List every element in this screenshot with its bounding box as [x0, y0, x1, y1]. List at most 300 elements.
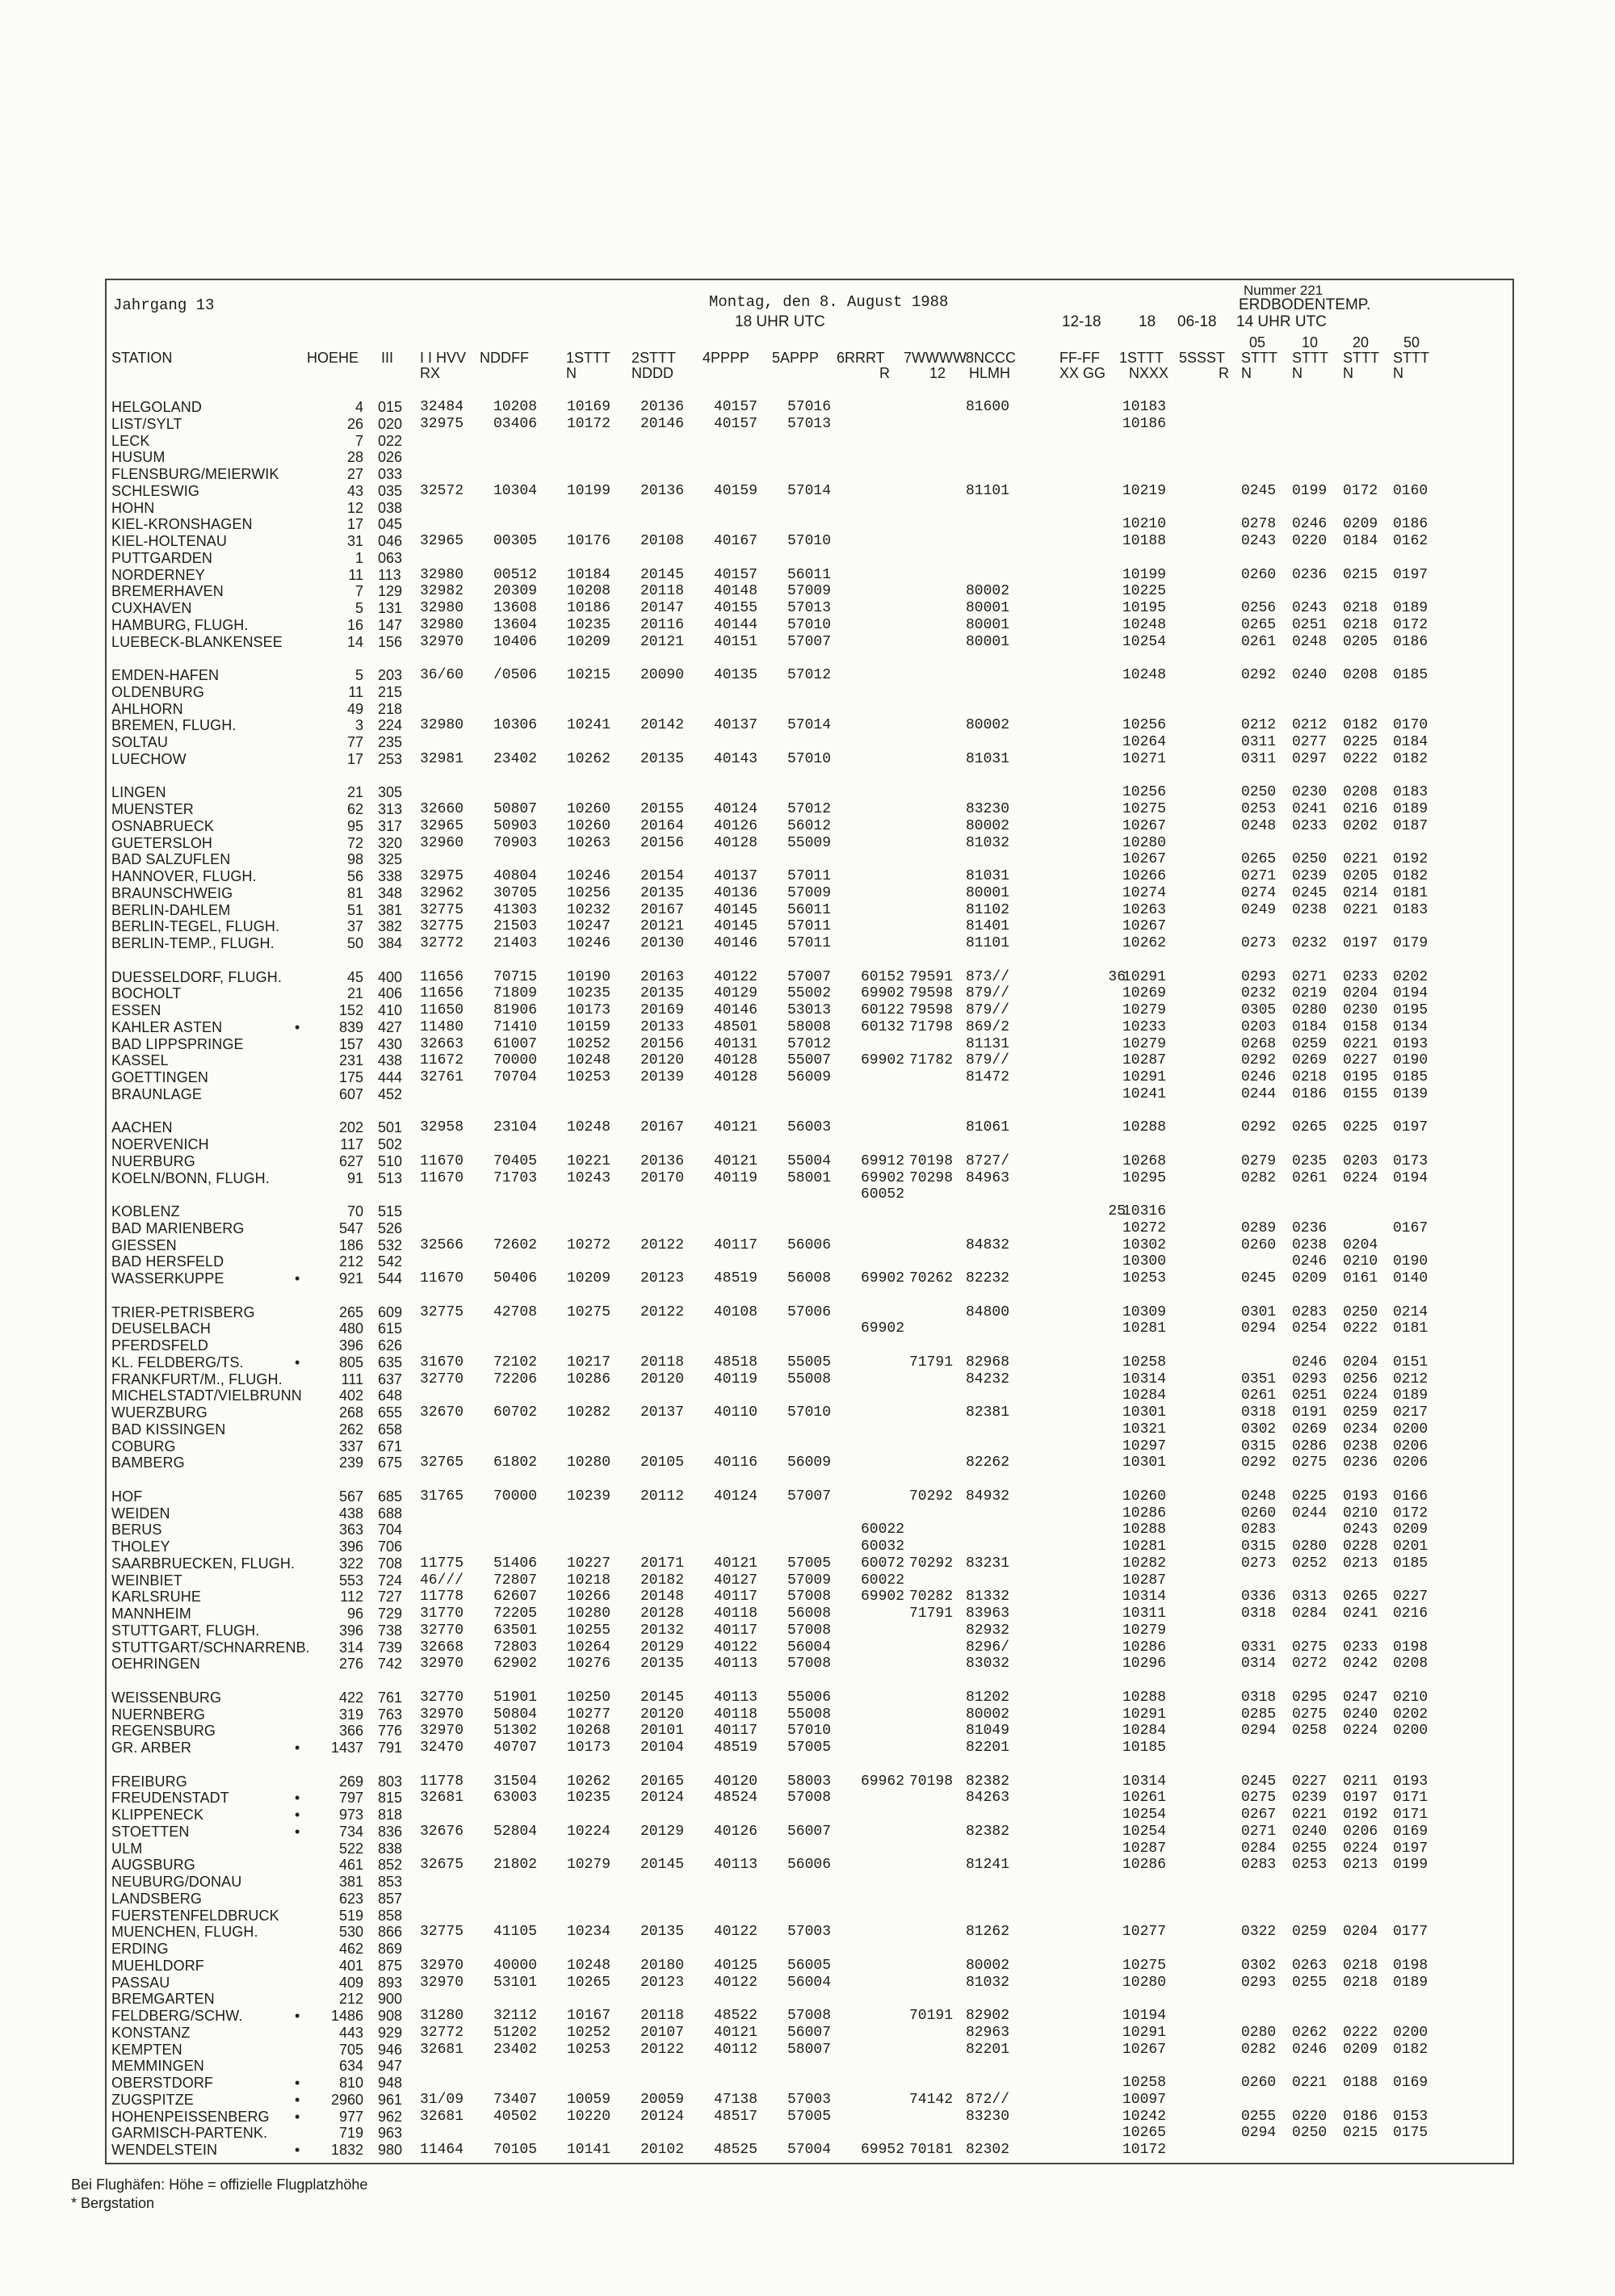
table-row [0, 1119, 1615, 1136]
obs-group-6: 58007 [787, 2041, 832, 2058]
obs-group-6: 56005 [787, 1957, 832, 1974]
table-row [0, 483, 1615, 500]
station-number: 317 [378, 817, 403, 834]
col-n-1sttt: 1STTT [1119, 350, 1164, 366]
station-height: 157 [338, 1035, 363, 1052]
station-name: NUERBURG [111, 1152, 195, 1169]
soil-temp-4: 0186 [1393, 516, 1428, 533]
soil-temp-4: 0140 [1393, 1270, 1428, 1287]
soil-temp-4: 0190 [1393, 1052, 1428, 1069]
soil-temp-2: 0259 [1292, 1924, 1328, 1941]
station-name: BRAUNSCHWEIG [111, 884, 233, 901]
obs-group-2: 50903 [493, 817, 538, 834]
station-name: MUENSTER [111, 801, 194, 817]
max-temp-group: 10301 [1122, 1404, 1167, 1421]
soil-temp-3: 0238 [1343, 1438, 1378, 1454]
obs-group-9: 81472 [966, 1069, 1010, 1085]
soil-temp-4: 0166 [1393, 1488, 1428, 1505]
time-18-label: 18 UHR UTC [735, 313, 825, 330]
max-temp-group: 10284 [1122, 1723, 1167, 1740]
table-row [0, 1320, 1615, 1337]
table-row [0, 1773, 1615, 1790]
obs-group-1: 31765 [420, 1488, 464, 1505]
obs-group-4: 20137 [640, 1404, 685, 1421]
col-1sttt-n: N [566, 365, 577, 381]
obs-group-9: 82382 [966, 1823, 1010, 1840]
station-height: 519 [338, 1907, 363, 1924]
obs-group-6: 57005 [787, 1740, 832, 1756]
station-height: 21 [346, 784, 363, 801]
obs-group-4: 20112 [640, 1488, 685, 1505]
station-height: 363 [338, 1522, 363, 1538]
table-row [0, 1958, 1615, 1975]
obs-group-3: 10248 [567, 1119, 611, 1136]
table-row [0, 1069, 1615, 1086]
obs-group-1: 32761 [420, 1069, 464, 1085]
soil-temp-3: 0211 [1343, 1773, 1378, 1790]
obs-group-9: 82201 [966, 2041, 1010, 2058]
obs-group-2: 62607 [493, 1589, 538, 1606]
col-hoehe: HOEHE [307, 350, 359, 366]
station-height: 396 [338, 1622, 363, 1639]
obs-group-1: 32765 [420, 1454, 464, 1471]
obs-group-9: 80002 [966, 817, 1010, 834]
obs-group-5: 40143 [714, 750, 758, 767]
obs-group-5: 40126 [714, 1823, 758, 1840]
obs-group-4: 20108 [640, 533, 685, 549]
obs-group-1: 11480 [420, 1018, 464, 1035]
obs-group-7: 69902 [861, 1270, 905, 1287]
table-row [0, 1404, 1615, 1421]
obs-group-5: 40112 [714, 2041, 758, 2058]
table-row [0, 1052, 1615, 1069]
soil-temp-4: 0139 [1393, 1085, 1428, 1102]
mountain-station-mark: • [295, 2142, 300, 2158]
station-height: 567 [338, 1488, 363, 1505]
station-height: 1486 [330, 2008, 363, 2024]
soil-temp-4: 0179 [1393, 935, 1428, 951]
station-height: 553 [338, 1572, 363, 1589]
station-number: 218 [378, 700, 403, 717]
soil-temp-2: 0246 [1292, 2041, 1328, 2058]
obs-group-5: 40145 [714, 901, 758, 918]
soil-temp-2: 0220 [1292, 533, 1328, 549]
soil-temp-4: 0182 [1393, 2041, 1428, 2058]
obs-group-6: 56004 [787, 1974, 832, 1991]
table-row [0, 583, 1615, 600]
obs-group-2: 31504 [493, 1773, 538, 1790]
station-height: 12 [346, 499, 363, 516]
soil-temp-2: 0255 [1292, 1840, 1328, 1857]
station-name: KLIPPENECK [111, 1807, 204, 1823]
soil-temp-2: 0221 [1292, 1807, 1328, 1823]
obs-group-2: 71703 [493, 1169, 538, 1186]
obs-group-2: 51406 [493, 1555, 538, 1572]
max-temp-group: 10279 [1122, 1035, 1167, 1052]
soil-temp-2: 0283 [1292, 1303, 1328, 1320]
col-station: STATION [111, 350, 173, 366]
station-height: 81 [346, 884, 363, 901]
obs-group-7: 60122 [861, 1002, 905, 1018]
soil-temp-4: 0193 [1393, 1035, 1428, 1052]
max-temp-group: 10267 [1122, 817, 1167, 834]
station-number: 033 [378, 466, 403, 482]
station-name: BRAUNLAGE [111, 1085, 202, 1102]
obs-group-9: 81241 [966, 1857, 1010, 1874]
table-row [0, 449, 1615, 466]
soil-temp-1: 0273 [1241, 1555, 1277, 1572]
max-temp-group: 10280 [1122, 1974, 1167, 1991]
soil-temp-2: 0254 [1292, 1320, 1328, 1337]
station-height: 2960 [330, 2091, 363, 2108]
station-name: LUECHOW [111, 750, 187, 767]
mountain-station-mark: • [295, 2008, 300, 2024]
obs-group-2: 62902 [493, 1656, 538, 1673]
station-height: 705 [338, 2041, 363, 2058]
obs-group-2: 73407 [493, 2091, 538, 2108]
obs-group-5: 40146 [714, 1002, 758, 1018]
soil-temp-2: 0235 [1292, 1152, 1328, 1169]
obs-group-6: 55008 [787, 1370, 832, 1387]
station-height: 422 [338, 1689, 363, 1706]
obs-group-6: 56006 [787, 1857, 832, 1874]
station-number: 510 [378, 1152, 403, 1169]
soil-temp-2: 0252 [1292, 1555, 1328, 1572]
station-name: GIESSEN [111, 1236, 177, 1253]
obs-group-6: 57005 [787, 1555, 832, 1572]
soil-temp-1: 0245 [1241, 1270, 1277, 1287]
station-name: KIEL-KRONSHAGEN [111, 516, 253, 533]
station-number: 320 [378, 834, 403, 851]
obs-group-9: 80001 [966, 616, 1010, 633]
obs-group-1: 11670 [420, 1169, 464, 1186]
soil-temp-1: 0292 [1241, 1454, 1277, 1471]
station-name: BREMERHAVEN [111, 583, 224, 600]
obs-group-3: 10246 [567, 868, 611, 884]
max-temp-group: 10286 [1122, 1857, 1167, 1874]
station-name: WEISSENBURG [111, 1689, 222, 1706]
col-7wwww: 7WWWW [904, 350, 967, 366]
station-number: 980 [378, 2142, 403, 2158]
obs-group-4: 20135 [640, 1924, 685, 1941]
obs-group-2: 10306 [493, 717, 538, 734]
obs-group-4: 20059 [640, 2091, 685, 2108]
table-row [0, 1136, 1615, 1153]
obs-group-4: 20156 [640, 834, 685, 851]
obs-group-3: 10221 [567, 1152, 611, 1169]
station-number: 305 [378, 784, 403, 801]
obs-group-4: 20154 [640, 868, 685, 884]
obs-group-4: 20124 [640, 1790, 685, 1807]
obs-group-8: 70191 [909, 2008, 954, 2024]
station-height: 265 [338, 1303, 363, 1320]
obs-group-9: 81600 [966, 399, 1010, 415]
station-height: 322 [338, 1555, 363, 1572]
obs-group-3: 10227 [567, 1555, 611, 1572]
table-row [0, 2042, 1615, 2059]
max-temp-group: 10321 [1122, 1421, 1167, 1438]
obs-group-3: 10215 [567, 667, 611, 683]
soil-temp-3: 0208 [1343, 667, 1378, 683]
obs-group-1: 32980 [420, 566, 464, 583]
max-temp-group: 10295 [1122, 1169, 1167, 1186]
max-temp-group: 10263 [1122, 901, 1167, 918]
soil-temp-1: 0255 [1241, 2108, 1277, 2125]
obs-group-6: 55004 [787, 1152, 832, 1169]
soil-temp-3: 0221 [1343, 851, 1378, 868]
soil-temp-2: 0265 [1292, 1119, 1328, 1136]
station-height: 269 [338, 1773, 363, 1790]
soil-temp-4: 0216 [1393, 1606, 1428, 1622]
table-row [0, 1337, 1615, 1354]
station-number: 427 [378, 1018, 403, 1035]
table-row [0, 1706, 1615, 1723]
soil-temp-2: 0280 [1292, 1538, 1328, 1555]
max-temp-group: 10253 [1122, 1270, 1167, 1287]
obs-group-6: 57010 [787, 1723, 832, 1740]
soil-temp-4: 0210 [1393, 1689, 1428, 1706]
obs-group-3: 10286 [567, 1370, 611, 1387]
station-number: 046 [378, 533, 403, 549]
station-height: 4 [354, 399, 363, 415]
station-name: KOBLENZ [111, 1203, 180, 1219]
obs-group-5: 40122 [714, 1924, 758, 1941]
table-row [0, 2125, 1615, 2142]
obs-group-7: 60032 [861, 1538, 905, 1555]
soil-temp-1: 0315 [1241, 1538, 1277, 1555]
obs-group-9: 879// [966, 1002, 1010, 1018]
station-name: HAMBURG, FLUGH. [111, 616, 249, 633]
station-name: KOELN/BONN, FLUGH. [111, 1169, 270, 1186]
obs-group-5: 40135 [714, 667, 758, 683]
obs-group-8: 71791 [909, 1606, 954, 1622]
col-depth-05-sttt: STTT [1241, 350, 1277, 366]
station-height: 11 [348, 566, 363, 583]
soil-temp-2: 0239 [1292, 1790, 1328, 1807]
obs-group-6: 57005 [787, 2108, 832, 2125]
obs-group-4: 20132 [640, 1622, 685, 1639]
max-temp-group: 10258 [1122, 2075, 1167, 2091]
station-height: 522 [338, 1840, 363, 1857]
soil-temp-4: 0206 [1393, 1438, 1428, 1454]
footnote-mountain: * Bergstation [71, 2195, 155, 2211]
obs-group-6: 56004 [787, 1639, 832, 1656]
station-height: 16 [346, 616, 363, 633]
obs-group-2: 42708 [493, 1303, 538, 1320]
soil-temp-3: 0224 [1343, 1723, 1378, 1740]
obs-group-5: 40148 [714, 583, 758, 600]
obs-group-4: 20133 [640, 1018, 685, 1035]
obs-group-6: 57014 [787, 717, 832, 734]
max-temp-group: 10267 [1122, 851, 1167, 868]
station-name: OLDENBURG [111, 683, 204, 700]
obs-group-4: 20120 [640, 1052, 685, 1069]
station-number: 400 [378, 968, 403, 985]
table-row [0, 667, 1615, 684]
obs-group-9: 82968 [966, 1354, 1010, 1370]
obs-group-6: 57014 [787, 482, 832, 499]
soil-temp-1: 0243 [1241, 533, 1277, 549]
max-temp-group: 10282 [1122, 1555, 1167, 1572]
obs-group-4: 20180 [640, 1957, 685, 1974]
obs-group-9: 82963 [966, 2024, 1010, 2041]
obs-group-1: 32970 [420, 1723, 464, 1740]
soil-temp-4: 0172 [1393, 1505, 1428, 1522]
soil-temp-1: 0267 [1241, 1807, 1277, 1823]
obs-group-6: 57011 [787, 868, 832, 884]
station-height: 56 [346, 868, 363, 884]
obs-group-1: 32770 [420, 1689, 464, 1706]
obs-group-9: 81131 [966, 1035, 1010, 1052]
station-height: 95 [346, 817, 363, 834]
obs-group-3: 10256 [567, 884, 611, 901]
table-row [0, 935, 1615, 952]
station-number: 544 [378, 1270, 403, 1287]
soil-temp-3: 0224 [1343, 1169, 1378, 1186]
obs-group-9: 8727/ [966, 1152, 1010, 1169]
obs-group-4: 20105 [640, 1454, 685, 1471]
obs-group-2: /0506 [493, 667, 538, 683]
footnote-airports: Bei Flughäfen: Höhe = offizielle Flugplatzhöhe [71, 2176, 368, 2193]
soil-temp-2: 0244 [1292, 1505, 1328, 1522]
table-row [0, 416, 1615, 433]
soil-temp-3: 0209 [1343, 2041, 1378, 2058]
obs-group-3: 10250 [567, 1689, 611, 1706]
max-temp-group: 10188 [1122, 533, 1167, 549]
station-name: LINGEN [111, 784, 166, 801]
station-number: 382 [378, 918, 403, 935]
soil-temp-2: 0209 [1292, 1270, 1328, 1287]
obs-group-8: 70298 [909, 1169, 954, 1186]
table-row [0, 918, 1615, 935]
obs-group-5: 40157 [714, 415, 758, 432]
table-row [0, 1002, 1615, 1019]
obs-group-6: 56011 [787, 901, 832, 918]
soil-temp-4: 0206 [1393, 1454, 1428, 1471]
station-name: LUEBECK-BLANKENSEE [111, 633, 283, 650]
soil-temp-1: 0314 [1241, 1656, 1277, 1673]
soil-temp-3: 0209 [1343, 516, 1378, 533]
max-temp-group: 10248 [1122, 616, 1167, 633]
obs-group-6: 56008 [787, 1270, 832, 1287]
station-height: 396 [338, 1337, 363, 1354]
obs-group-3: 10246 [567, 935, 611, 951]
soil-temp-2: 0272 [1292, 1656, 1328, 1673]
table-row [0, 1891, 1615, 1908]
obs-group-1: 32975 [420, 868, 464, 884]
col-2sttt: 2STTT [631, 350, 677, 366]
obs-group-9: 83032 [966, 1656, 1010, 1673]
obs-group-5: 40113 [714, 1656, 758, 1673]
max-temp-group: 10183 [1122, 399, 1167, 415]
soil-temp-3: 0155 [1343, 1085, 1378, 1102]
soil-temp-3: 0242 [1343, 1656, 1378, 1673]
obs-group-5: 40146 [714, 935, 758, 951]
obs-group-3: 10248 [567, 1957, 611, 1974]
soil-temp-4: 0134 [1393, 1018, 1428, 1035]
soil-temp-4: 0185 [1393, 1069, 1428, 1085]
obs-group-4: 20145 [640, 1857, 685, 1874]
col-iihvv: I I HVV [420, 350, 467, 366]
obs-group-3: 10167 [567, 2008, 611, 2024]
max-temp-group: 10288 [1122, 1119, 1167, 1136]
obs-group-5: 40113 [714, 1857, 758, 1874]
station-height: 43 [346, 482, 363, 499]
station-height: 26 [346, 415, 363, 432]
obs-group-3: 10172 [567, 415, 611, 432]
obs-group-5: 40121 [714, 1119, 758, 1136]
obs-group-1: 32663 [420, 1035, 464, 1052]
obs-group-1: 32775 [420, 1303, 464, 1320]
station-name: DUESSELDORF, FLUGH. [111, 968, 282, 985]
obs-group-9: 84800 [966, 1303, 1010, 1320]
soil-temp-4: 0208 [1393, 1656, 1428, 1673]
station-height: 973 [338, 1807, 363, 1823]
col-2sttt-nddd: NDDD [631, 365, 673, 381]
station-name: WUERZBURG [111, 1404, 208, 1421]
soil-temp-3: 0213 [1343, 1555, 1378, 1572]
soil-temp-4: 0198 [1393, 1639, 1428, 1656]
table-row [0, 567, 1615, 584]
station-height: 17 [346, 750, 363, 767]
soil-temp-3: 0182 [1343, 717, 1378, 734]
obs-group-9: 83231 [966, 1555, 1010, 1572]
station-height: 337 [338, 1438, 363, 1454]
soil-temp-1: 0292 [1241, 1052, 1277, 1069]
obs-group-2: 70105 [493, 2142, 538, 2158]
obs-group-2: 72807 [493, 1572, 538, 1589]
max-temp-group: 10300 [1122, 1253, 1167, 1270]
soil-temp-2: 0245 [1292, 884, 1328, 901]
table-row [0, 433, 1615, 450]
obs-group-3: 10209 [567, 633, 611, 650]
obs-group-2: 72602 [493, 1236, 538, 1253]
obs-group-1: 32670 [420, 1404, 464, 1421]
obs-group-5: 40131 [714, 1035, 758, 1052]
soil-temp-3: 0204 [1343, 1354, 1378, 1370]
obs-group-3: 10173 [567, 1002, 611, 1018]
table-row [0, 634, 1615, 651]
soil-temp-1: 0245 [1241, 1773, 1277, 1790]
obs-group-3: 10253 [567, 1069, 611, 1085]
station-number: 836 [378, 1823, 403, 1840]
table-row [0, 399, 1615, 416]
soil-temp-2: 0259 [1292, 1035, 1328, 1052]
station-number: 020 [378, 415, 403, 432]
soil-temp-2: 0246 [1292, 1354, 1328, 1370]
obs-group-3: 10255 [567, 1622, 611, 1639]
obs-group-2: 00305 [493, 533, 538, 549]
station-height: 111 [341, 1370, 363, 1387]
station-height: 31 [346, 533, 363, 549]
soil-temp-3: 0218 [1343, 1957, 1378, 1974]
obs-group-6: 57011 [787, 918, 832, 935]
soil-temp-2: 0225 [1292, 1488, 1328, 1505]
station-name: KIEL-HOLTENAU [111, 533, 227, 549]
soil-temp-4: 0169 [1393, 2075, 1428, 2091]
max-temp-group: 10254 [1122, 1823, 1167, 1840]
obs-group-4: 20155 [640, 801, 685, 817]
soil-temp-1: 0289 [1241, 1219, 1277, 1236]
station-name: EMDEN-HAFEN [111, 667, 220, 683]
soil-temp-2: 0191 [1292, 1404, 1328, 1421]
station-name: HELGOLAND [111, 399, 202, 415]
obs-group-5: 48517 [714, 2108, 758, 2125]
station-height: 91 [346, 1169, 363, 1186]
station-height: 98 [346, 851, 363, 868]
station-height: 461 [338, 1857, 363, 1874]
soil-temp-3: 0241 [1343, 1606, 1378, 1622]
